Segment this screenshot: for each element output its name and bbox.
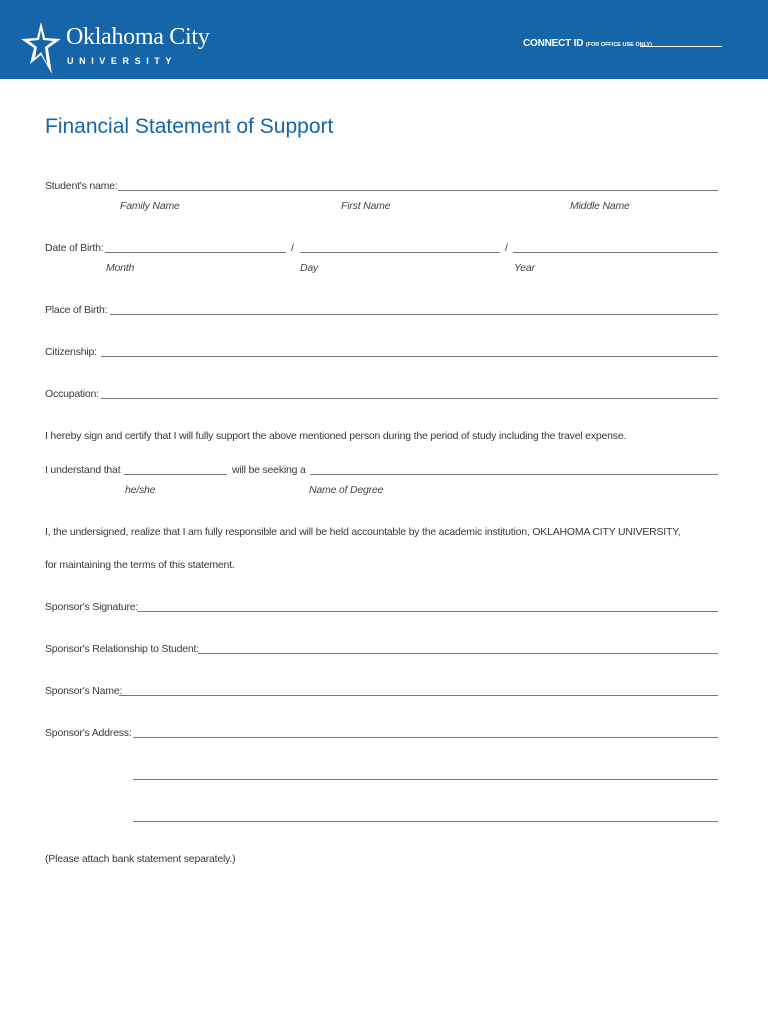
degree-field[interactable] xyxy=(310,474,718,475)
heshe-field[interactable] xyxy=(124,474,227,475)
certify-statement: I hereby sign and certify that I will fully support the above mentioned person during the period of study including the travel expense. xyxy=(45,430,627,442)
dob-month-field[interactable] xyxy=(105,252,286,253)
place-of-birth-field[interactable] xyxy=(110,314,718,315)
dob-day-field[interactable] xyxy=(300,252,500,253)
first-name-caption: First Name xyxy=(341,200,391,212)
dob-label: Date of Birth: xyxy=(45,242,104,254)
occupation-label: Occupation: xyxy=(45,388,99,400)
student-name-field[interactable] xyxy=(118,190,718,191)
seeking-label: will be seeking a xyxy=(232,464,306,476)
degree-caption: Name of Degree xyxy=(309,484,384,496)
connect-id-note: (FOR OFFICE USE ONLY) xyxy=(585,42,652,48)
day-caption: Day xyxy=(300,262,319,274)
sponsor-name-field[interactable] xyxy=(119,695,718,696)
sponsor-name-label: Sponsor's Name: xyxy=(45,685,123,697)
connect-id-text: CONNECT ID xyxy=(523,38,584,49)
sponsor-address-field-2[interactable] xyxy=(133,779,718,780)
star-logo-icon xyxy=(21,22,61,74)
heshe-caption: he/she xyxy=(125,484,156,496)
connect-id-label xyxy=(523,38,652,49)
dob-slash-1: / xyxy=(291,242,294,254)
middle-name-caption: Middle Name xyxy=(570,200,630,212)
logo-subtitle: UNIVERSITY xyxy=(67,56,178,66)
responsibility-statement-1: I, the undersigned, realize that I am fully responsible and will be held accountable by the academic institution, OKLAHOMA CITY UNIVERSITY, xyxy=(45,526,681,538)
sponsor-address-label: Sponsor's Address: xyxy=(45,727,132,739)
place-of-birth-label: Place of Birth: xyxy=(45,304,108,316)
logo-name: Oklahoma City xyxy=(66,24,210,50)
sponsor-address-field-1[interactable] xyxy=(133,737,718,738)
responsibility-statement-2: for maintaining the terms of this statement. xyxy=(45,559,235,571)
header-bar xyxy=(0,0,768,79)
citizenship-field[interactable] xyxy=(101,356,718,357)
family-name-caption: Family Name xyxy=(120,200,180,212)
student-name-label: Student's name: xyxy=(45,180,118,192)
sponsor-signature-field[interactable] xyxy=(137,611,718,612)
dob-year-field[interactable] xyxy=(513,252,718,253)
sponsor-relationship-label: Sponsor's Relationship to Student: xyxy=(45,643,199,655)
sponsor-address-field-3[interactable] xyxy=(133,821,718,822)
month-caption: Month xyxy=(106,262,135,274)
page-title: Financial Statement of Support xyxy=(45,115,334,138)
understand-label: I understand that xyxy=(45,464,121,476)
citizenship-label: Citizenship: xyxy=(45,346,97,358)
connect-id-field[interactable] xyxy=(640,46,722,47)
sponsor-signature-label: Sponsor's Signature: xyxy=(45,601,139,613)
year-caption: Year xyxy=(514,262,535,274)
occupation-field[interactable] xyxy=(101,398,718,399)
attach-bank-statement-note: (Please attach bank statement separately.) xyxy=(45,853,236,865)
dob-slash-2: / xyxy=(505,242,508,254)
sponsor-relationship-field[interactable] xyxy=(198,653,718,654)
